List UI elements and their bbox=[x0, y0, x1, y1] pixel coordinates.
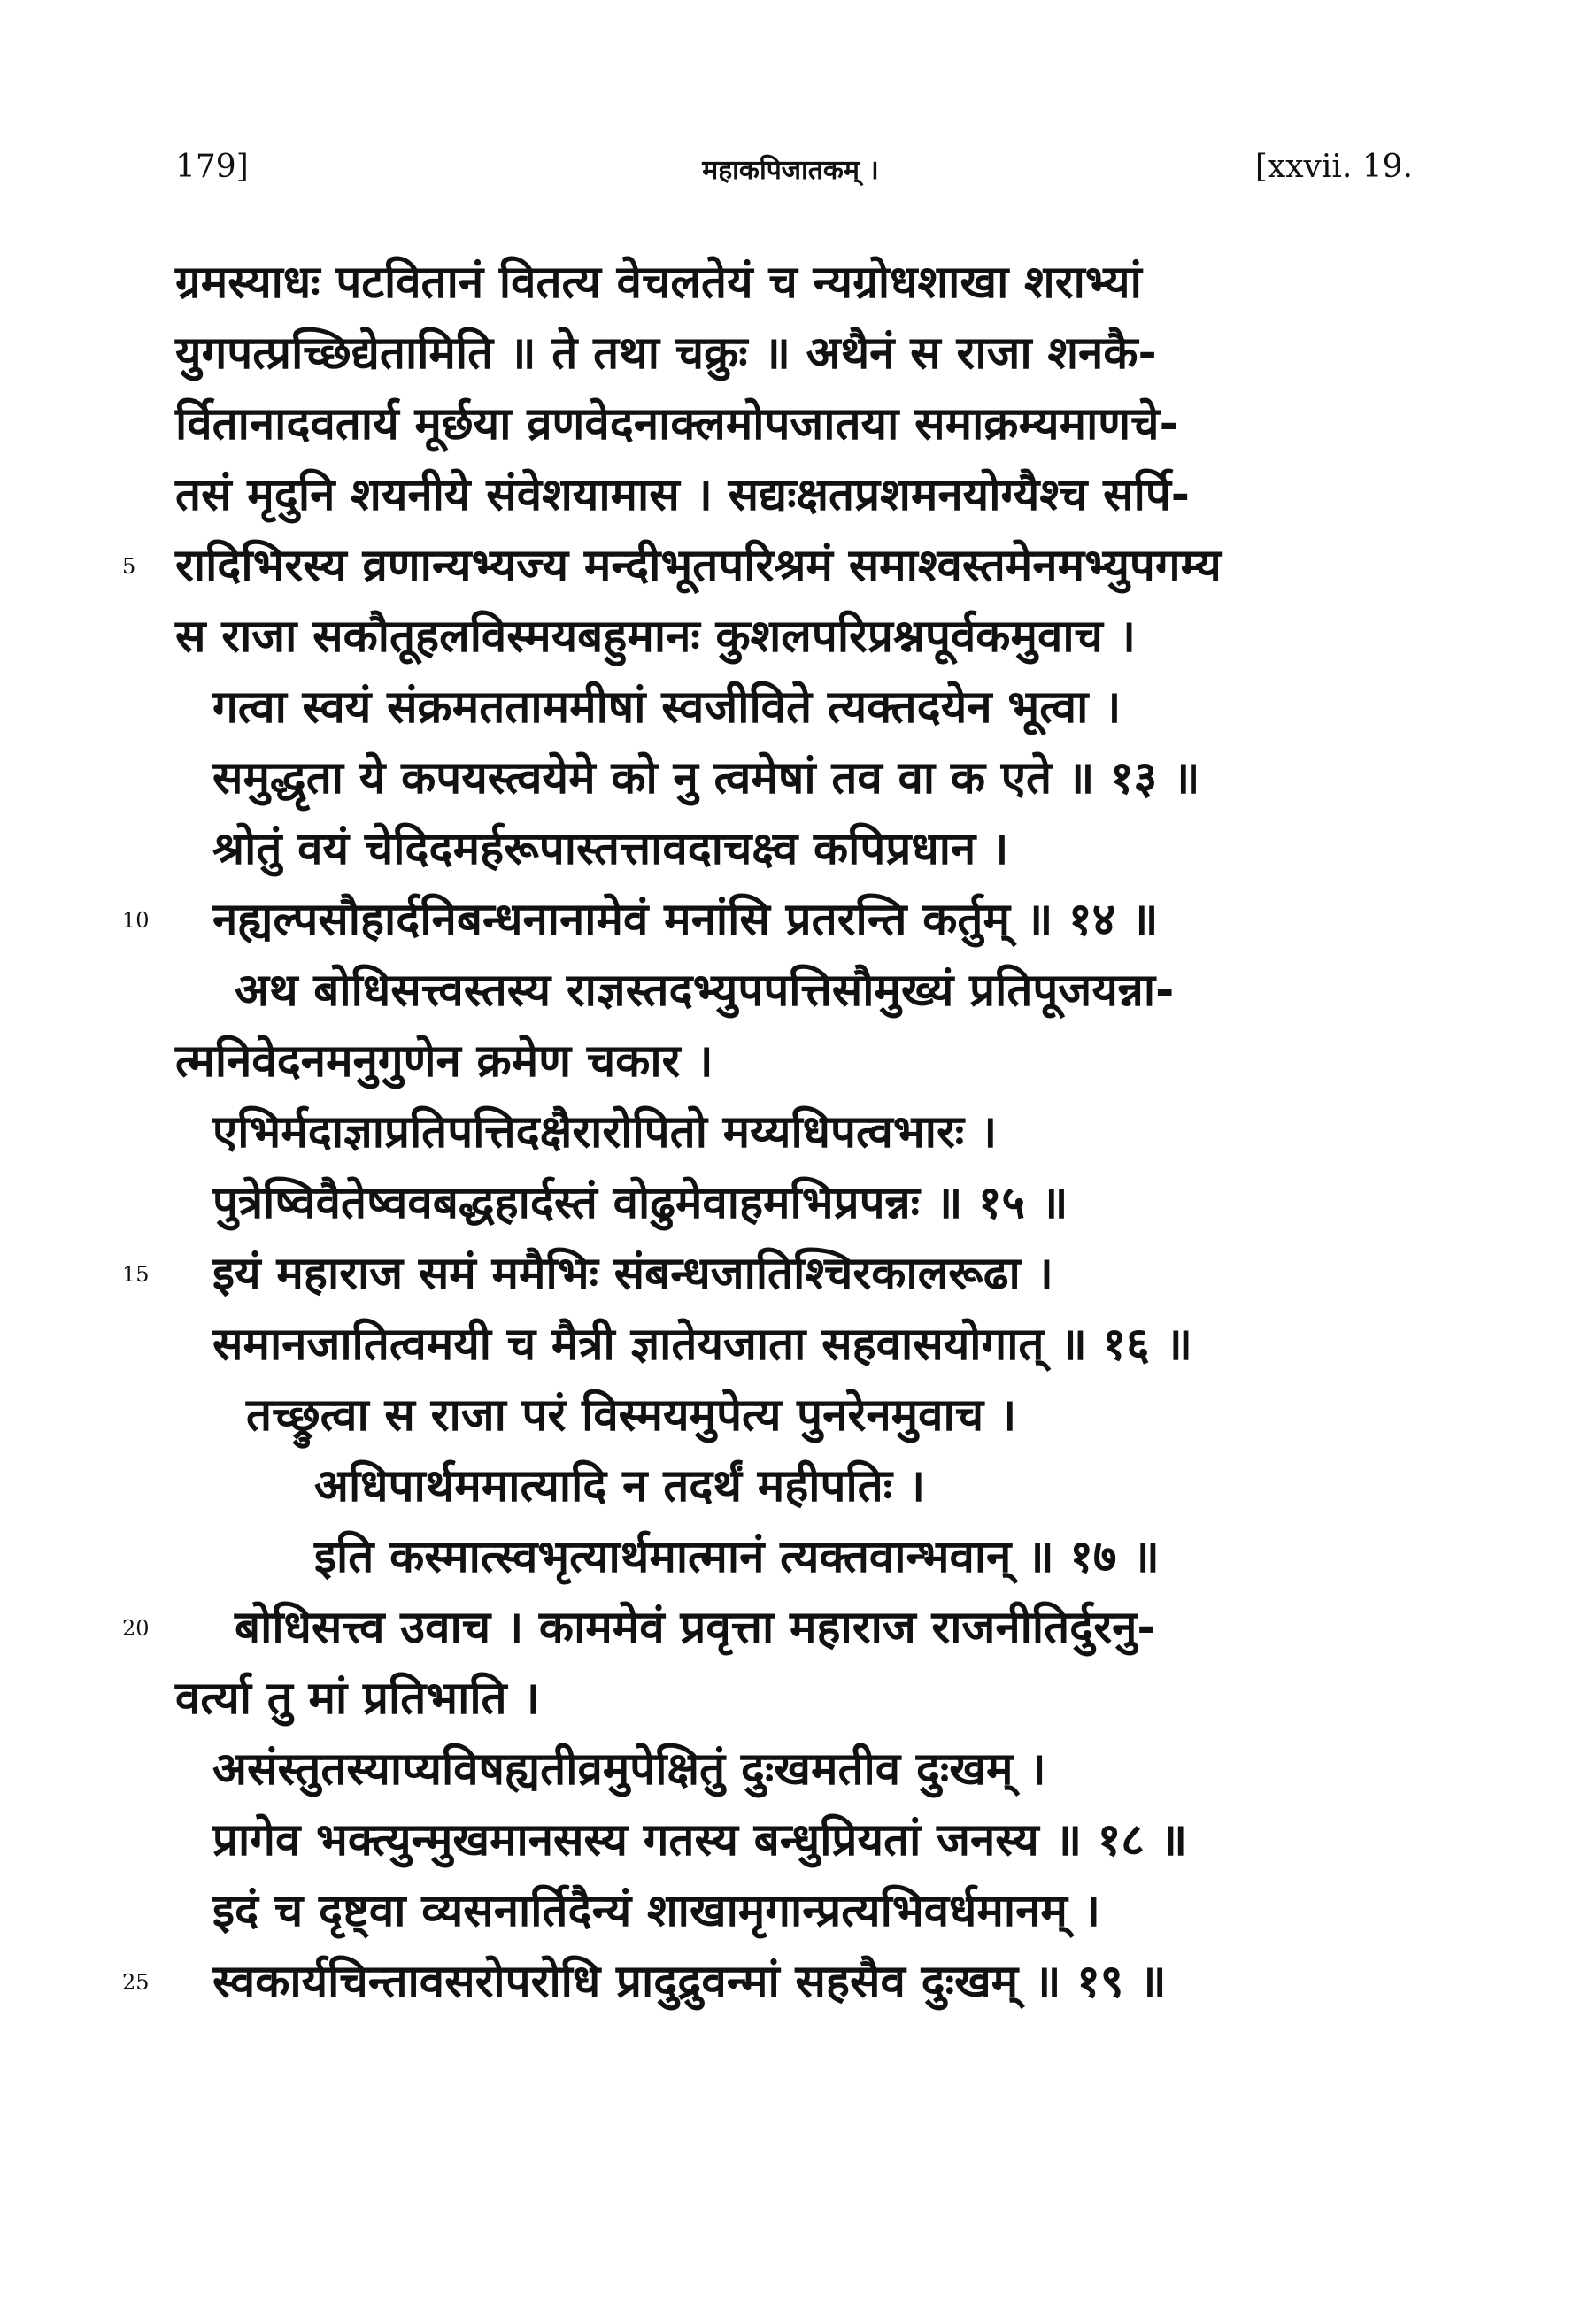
text-line: युगपत्प्रच्छिद्येतामिति ॥ ते तथा चक्रुः ॥ अथैनं स राजा शनकै- bbox=[175, 327, 1157, 380]
verse-line: पुत्रेष्विवैतेष्ववबद्धहार्दस्तं वोढुमेवाहमभिप्रपन्नः ॥ १५ ॥ bbox=[212, 1177, 1068, 1229]
section-reference: [xxvii. 19. bbox=[1254, 149, 1413, 185]
line-number: 10 bbox=[122, 908, 150, 933]
verse-line: गत्वा स्वयं संक्रमतताममीषां स्वजीविते त्यक्तदयेन भूत्वा । bbox=[212, 681, 1122, 734]
line-number: 20 bbox=[122, 1616, 150, 1641]
verse-line: इदं च दृष्ट्वा व्यसनार्तिदैन्यं शाखामृगान्प्रत्यभिवर्धमानम् । bbox=[212, 1885, 1101, 1937]
text-line: तच्छ्रुत्वा स राजा परं विस्मयमुपेत्य पुनरेनमुवाच । bbox=[246, 1389, 1017, 1442]
text-line: र्वितानादवतार्य मूर्छया व्रणवेदनाक्लमोपजातया समाक्रम्यमाणचे- bbox=[175, 398, 1178, 450]
line-number: 25 bbox=[122, 1970, 150, 1995]
verse-line: इति कस्मात्स्वभृत्यार्थमात्मानं त्यक्तवान्भवान् ॥ १७ ॥ bbox=[314, 1531, 1160, 1583]
verse-line: अधिपार्थममात्यादि न तदर्थं महीपतिः । bbox=[314, 1460, 926, 1512]
text-line: स राजा सकौतूहलविस्मयबहुमानः कुशलपरिप्रश्नपूर्वकमुवाच । bbox=[175, 611, 1137, 663]
line-number: 5 bbox=[122, 554, 136, 579]
text-line: त्मनिवेदनमनुगुणेन क्रमेण चकार । bbox=[175, 1035, 713, 1088]
page-header bbox=[0, 149, 1581, 202]
line-number: 15 bbox=[122, 1262, 150, 1287]
verse-line: समानजातित्वमयी च मैत्री ज्ञातेयजाता सहवासयोगात् ॥ १६ ॥ bbox=[212, 1319, 1192, 1371]
verse-line: प्रागेव भक्त्युन्मुखमानसस्य गतस्य बन्धुप्रियतां जनस्य ॥ १८ ॥ bbox=[212, 1814, 1188, 1866]
verse-line: इयं महाराज समं ममैभिः संबन्धजातिश्चिरकालरूढा । bbox=[212, 1248, 1053, 1300]
verse-line: समुद्धृता ये कपयस्त्वयेमे को नु त्वमेषां तव वा क एते ॥ १३ ॥ bbox=[212, 752, 1200, 804]
verse-line: नह्यल्पसौहार्दनिबन्धनानामेवं मनांसि प्रतरन्ति कर्तुम् ॥ १४ ॥ bbox=[212, 894, 1159, 946]
text-line: ग्रमस्याधः पटवितानं वितत्य वेचलतेयं च न्यग्रोधशाखा शराभ्यां bbox=[175, 257, 1142, 309]
text-line: बोधिसत्त्व उवाच । काममेवं प्रवृत्ता महाराज राजनीतिर्दुरनु- bbox=[235, 1602, 1156, 1654]
text-line: रादिभिरस्य व्रणान्यभ्यज्य मन्दीभूतपरिश्रमं समाश्वस्तमेनमभ्युपगम्य bbox=[175, 540, 1222, 592]
verse-line: असंस्तुतस्याप्यविषह्यतीव्रमुपेक्षितुं दुःखमतीव दुःखम् । bbox=[212, 1743, 1046, 1796]
text-line: अथ बोधिसत्त्वस्तस्य राज्ञस्तदभ्युपपत्तिसौमुख्यं प्रतिपूजयन्ना- bbox=[235, 965, 1175, 1017]
verse-line: स्वकार्यचिन्तावसरोपरोधि प्रादुद्रुवन्मां सहसैव दुःखम् ॥ १९ ॥ bbox=[212, 1956, 1167, 2008]
text-line: तसं मृदुनि शयनीये संवेशयामास । सद्यःक्षतप्रशमनयोग्यैश्च सर्पि- bbox=[175, 469, 1190, 521]
verse-line: एभिर्मदाज्ञाप्रतिपत्तिदक्षैरारोपितो मय्यधिपत्वभारः । bbox=[212, 1106, 998, 1158]
text-line: वर्त्या तु मां प्रतिभाति । bbox=[175, 1673, 540, 1725]
running-title: महाकपिजातकम् । bbox=[702, 155, 879, 186]
page-number: 179] bbox=[175, 149, 249, 185]
verse-line: श्रोतुं वयं चेदिदमर्हरूपास्तत्तावदाचक्ष्व कपिप्रधान । bbox=[212, 823, 1009, 875]
